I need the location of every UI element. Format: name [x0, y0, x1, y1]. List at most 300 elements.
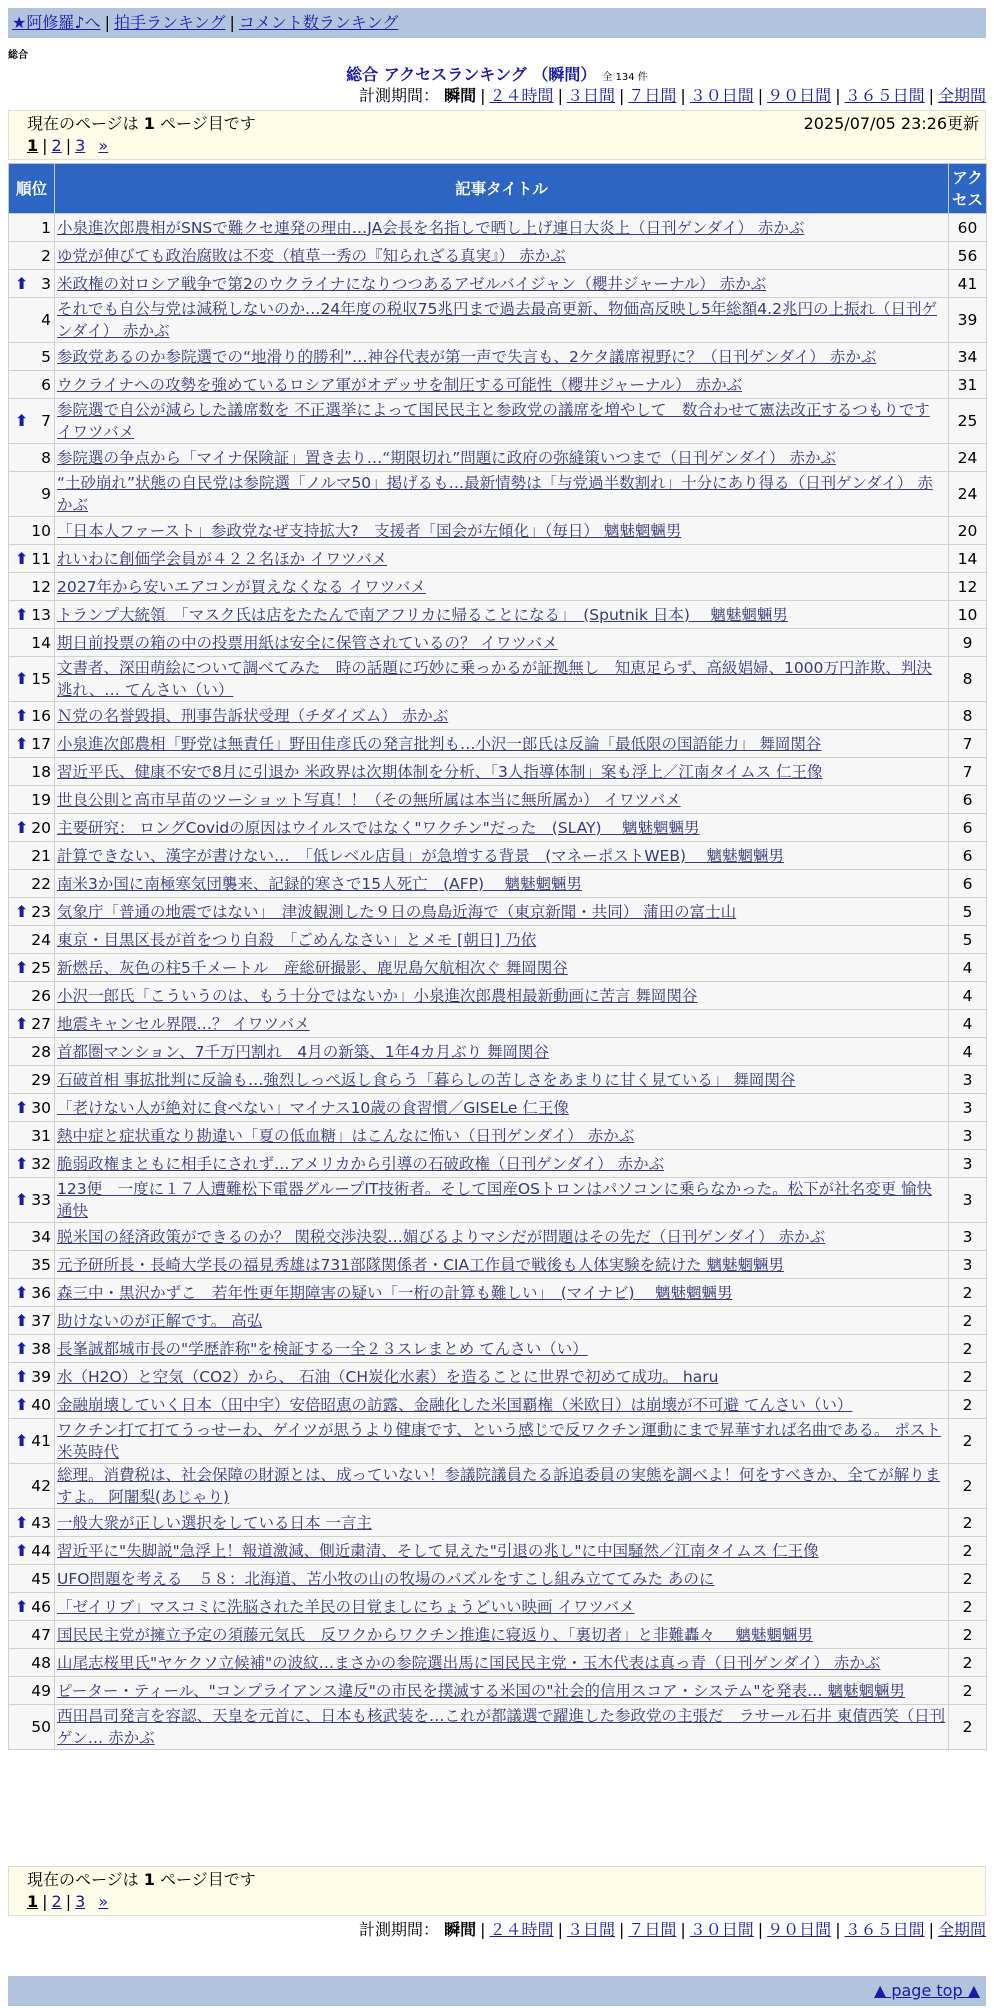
table-row — [9, 1223, 987, 1251]
access-count: 5 — [949, 926, 987, 954]
rank-number: 31 — [31, 1126, 51, 1145]
period-3d[interactable]: ３日間 — [566, 86, 615, 105]
title-cell — [55, 1178, 949, 1223]
table-row — [9, 982, 987, 1010]
rank-cell — [9, 399, 55, 444]
article-link[interactable]: 山尾志桜里氏"ヤケクソ立候補"の波紋…まさかの参院選出馬に国民民主党・玉木代表は真っ青（日刊ゲンダイ） 赤かぶ — [57, 1653, 881, 1672]
page-3-link-bottom[interactable]: 3 — [75, 1892, 86, 1911]
access-count: 3 — [949, 1122, 987, 1150]
access-count: 3 — [949, 1178, 987, 1223]
table-row — [9, 870, 987, 898]
access-count: 7 — [949, 758, 987, 786]
title-cell — [55, 444, 949, 472]
access-count: 3 — [949, 1094, 987, 1122]
period-24h[interactable]: ２４時間 — [489, 86, 554, 105]
home-link[interactable]: ★阿修羅♪へ — [12, 13, 101, 32]
article-link[interactable]: 参院選で自公が減らした議席数を 不正選挙によって国民民主と参政党の議席を増やして 数合わせて憲法改正するつもりです イワツバメ — [57, 401, 930, 441]
article-link[interactable]: 脱米国の経済政策ができるのか？ 関税交渉決裂…媚びるよりマシだが問題はその先だ（日刊ゲンダイ） 赤かぶ — [57, 1227, 826, 1246]
title-cell — [55, 982, 949, 1010]
access-count: 31 — [949, 371, 987, 399]
period-7d-bottom[interactable]: ７日間 — [628, 1920, 677, 1939]
rank-cell — [9, 1593, 55, 1621]
rank-cell — [9, 1677, 55, 1705]
rank-number: 20 — [31, 818, 51, 837]
rank-up-arrow-icon: ⬆ — [15, 273, 29, 293]
section-label: 総合 — [8, 50, 28, 61]
table-row — [9, 601, 987, 629]
table-row — [9, 270, 987, 298]
rank-number: 2 — [41, 246, 51, 265]
title-cell — [55, 629, 949, 657]
access-count: 41 — [949, 270, 987, 298]
title-cell — [55, 657, 949, 702]
article-link[interactable]: 2027年から安いエアコンが買えなくなる イワツバメ — [57, 577, 426, 596]
rank-number: 39 — [31, 1367, 51, 1386]
table-row — [9, 399, 987, 444]
rank-number: 28 — [31, 1042, 51, 1061]
table-row — [9, 730, 987, 758]
article-link[interactable]: 首都圏マンション、7千万円割れ 4月の新築、1年4カ月ぶり 舞岡関谷 — [57, 1042, 549, 1061]
rank-number: 35 — [31, 1255, 51, 1274]
page-1-current: 1 — [27, 136, 39, 155]
rank-number: 36 — [31, 1283, 51, 1302]
access-count: 6 — [949, 842, 987, 870]
article-link[interactable]: 熱中症と症状重なり勘違い「夏の低血糖」はこんなに怖い（日刊ゲンダイ） 赤かぶ — [57, 1126, 635, 1145]
article-link[interactable]: “土砂崩れ”状態の自民党は参院選「ノルマ50」掲げるも…最新情勢は「与党過半数割れ」十分にあり得る（日刊ゲンダイ） 赤かぶ — [57, 474, 933, 514]
rank-cell — [9, 926, 55, 954]
article-link[interactable]: 国民民主党が擁立予定の須藤元気氏 反ワクからワクチン推進に寝返り、「裏切者」と非難轟々 魑魅魍魎男 — [57, 1625, 813, 1644]
top-nav — [8, 8, 986, 38]
rank-cell — [9, 371, 55, 399]
article-link[interactable]: 文書者、深田萌絵について調べてみた 時の話題に巧妙に乗っかるが証拠無し 知恵足らず、高級娼婦、1000万円詐欺、判決逃れ、… てんさい（い） — [57, 659, 932, 699]
rank-number: 8 — [41, 448, 51, 467]
article-link[interactable]: 小泉進次郎農相「野党は無責任」野田佳彦氏の発言批判も…小沢一郎氏は反論「最低限の国語能力」 舞岡関谷 — [57, 734, 822, 753]
rank-number: 24 — [31, 930, 51, 949]
access-count: 2 — [949, 1363, 987, 1391]
nav-separator: | — [229, 13, 235, 32]
rank-cell — [9, 1363, 55, 1391]
access-count: 12 — [949, 573, 987, 601]
period-selector-top: 計測期間： 瞬間 | ２４時間 | ３日間 | ７日間 | ３０日間 | ９０日間 | ３６５日間 | 全期間 — [359, 86, 986, 105]
article-link[interactable]: 一般大衆が正しい選択をしている日本 一言主 — [57, 1513, 372, 1532]
rank-up-arrow-icon: ⬆ — [15, 1431, 29, 1450]
article-link[interactable]: 世良公則と高市早苗のツーショット写真！！（その無所属は本当に無所属か） イワツバメ — [57, 790, 681, 809]
article-link[interactable]: ピーター・ティール、"コンプライアンス違反"の市民を撲滅する米国の"社会的信用スコア・システム"を発表… 魑魅魍魎男 — [57, 1681, 905, 1700]
table-row — [9, 573, 987, 601]
rank-number: 43 — [31, 1513, 51, 1532]
title-cell — [55, 1279, 949, 1307]
access-count: 4 — [949, 1010, 987, 1038]
rank-up-arrow-icon: ⬆ — [15, 1338, 29, 1358]
title-cell — [55, 517, 949, 545]
rank-up-arrow-icon: ⬆ — [15, 1013, 29, 1033]
title-cell — [55, 371, 949, 399]
access-count: 34 — [949, 343, 987, 371]
title-cell — [55, 343, 949, 371]
rank-up-arrow-icon: ⬆ — [15, 548, 29, 568]
updated-time: 2025/07/05 23:26更新 — [803, 114, 979, 133]
rank-cell — [9, 270, 55, 298]
rank-up-arrow-icon: ⬆ — [15, 1512, 29, 1532]
title-cell — [55, 758, 949, 786]
access-count: 2 — [949, 1537, 987, 1565]
table-row — [9, 1649, 987, 1677]
rank-cell — [9, 242, 55, 270]
article-link[interactable]: 米政権の対ロシア戦争で第2のウクライナになりつつあるアゼルバイジャン（櫻井ジャーナル） 赤かぶ — [57, 274, 767, 293]
rank-cell — [9, 1621, 55, 1649]
period-365d-bottom[interactable]: ３６５日間 — [844, 1920, 925, 1939]
access-count: 7 — [949, 730, 987, 758]
rank-up-arrow-icon: ⬆ — [15, 1190, 29, 1209]
rank-cell — [9, 1509, 55, 1537]
rank-number: 16 — [31, 706, 51, 725]
ranking-body — [9, 214, 987, 1750]
rank-header: 順位 — [9, 164, 55, 214]
rank-number: 21 — [31, 846, 51, 865]
table-row — [9, 629, 987, 657]
access-count: 14 — [949, 545, 987, 573]
rank-up-arrow-icon: ⬆ — [15, 604, 29, 624]
table-row — [9, 786, 987, 814]
table-row — [9, 517, 987, 545]
title-cell — [55, 1010, 949, 1038]
rank-cell — [9, 1122, 55, 1150]
rank-cell — [9, 298, 55, 343]
title-cell — [55, 1621, 949, 1649]
article-link[interactable]: 小泉進次郎農相がSNSで難クセ連発の理由…JA会長を名指しで晒し上げ連日大炎上（日刊ゲンダイ） 赤かぶ — [57, 218, 805, 237]
access-count: 20 — [949, 517, 987, 545]
period-selector-bottom: 計測期間： 瞬間 | ２４時間 | ３日間 | ７日間 | ３０日間 | ９０日間 | ３６５日間 | 全期間 — [359, 1920, 986, 1939]
article-link[interactable]: ゆ党が伸びても政治腐敗は不変（植草一秀の『知られざる真実』） 赤かぶ — [57, 246, 566, 265]
article-link[interactable]: 「老けない人が絶対に食べない」マイナス10歳の食習慣／GISELe 仁王像 — [57, 1098, 569, 1117]
access-count: 39 — [949, 298, 987, 343]
period-30d[interactable]: ３０日間 — [689, 86, 754, 105]
access-count: 4 — [949, 1038, 987, 1066]
article-link[interactable]: 元予研所長・長崎大学長の福見秀雄は731部隊関係者・CIA工作員で戦後も人体実験を続けた 魑魅魍魎男 — [57, 1255, 785, 1274]
rank-cell — [9, 1649, 55, 1677]
rank-cell — [9, 1150, 55, 1178]
article-link[interactable]: 金融崩壊していく日本（田中宇）安倍昭恵の訪露、金融化した米国覇権（米欧日）は崩壊が不可避 てんさい（い） — [57, 1395, 853, 1414]
access-count: 25 — [949, 399, 987, 444]
access-count: 56 — [949, 242, 987, 270]
article-link[interactable]: 計算できない、漢字が書けない… 「低レベル店員」が急増する背景 (マネーポストWEB) 魑魅魍魎男 — [57, 846, 785, 865]
article-link[interactable]: UFO問題を考える ５８：北海道、苫小牧の山の牧場のパズルをすこし組み立ててみた あのに — [57, 1569, 715, 1588]
article-link[interactable]: 水（H2O）と空気（CO2）から、 石油（CH炭化水素）を造ることに世界で初めて成功。 haru — [57, 1367, 719, 1386]
rank-up-arrow-icon: ⬆ — [15, 411, 29, 430]
title-cell — [55, 1593, 949, 1621]
footer-bar — [8, 1976, 986, 2006]
table-row — [9, 214, 987, 242]
period-label: 計測期間： — [359, 86, 440, 105]
table-row — [9, 1705, 987, 1750]
rank-number: 38 — [31, 1339, 51, 1358]
next-page-link-bottom[interactable]: » — [98, 1892, 109, 1911]
rank-number: 30 — [31, 1098, 51, 1117]
rank-cell — [9, 702, 55, 730]
rank-number: 40 — [31, 1395, 51, 1414]
rank-up-arrow-icon: ⬆ — [15, 1153, 29, 1173]
rank-number: 10 — [31, 521, 51, 540]
rank-cell — [9, 1223, 55, 1251]
table-row — [9, 472, 987, 517]
table-row — [9, 1307, 987, 1335]
article-link[interactable]: 南米3か国に南極寒気団襲来、記録的寒さで15人死亡 (AFP) 魑魅魍魎男 — [57, 874, 582, 893]
period-30d-bottom[interactable]: ３０日間 — [689, 1920, 754, 1939]
rank-number: 32 — [31, 1154, 51, 1173]
rank-number: 15 — [31, 670, 51, 688]
period-current: 瞬間 — [444, 86, 477, 105]
rank-cell — [9, 343, 55, 371]
title-cell — [55, 926, 949, 954]
period-3d-bottom[interactable]: ３日間 — [566, 1920, 615, 1939]
rank-number: 49 — [31, 1681, 51, 1700]
article-link[interactable]: 総理。消費税は、社会保障の財源とは、成っていない！参議院議員たる訴追委員の実態を調べよ！何をすべきか、全てが解りますよ。 阿闍梨(あじゃり) — [57, 1466, 941, 1506]
rank-cell — [9, 1335, 55, 1363]
article-link[interactable]: 助けないのが正解です。 高弘 — [57, 1311, 263, 1330]
rank-cell — [9, 1279, 55, 1307]
rank-cell — [9, 1537, 55, 1565]
rank-cell — [9, 1010, 55, 1038]
period-label-bottom: 計測期間： — [359, 1920, 440, 1939]
rank-cell — [9, 786, 55, 814]
comment-ranking-link[interactable]: コメント数ランキング — [238, 13, 399, 32]
article-link[interactable]: 123便 一度に１７人遭難松下電器グループIT技術者。そして国産OSトロンはパソコンに乗らなかった。松下が社名変更 愉快通快 — [57, 1180, 933, 1220]
ranking-title: 総合 アクセスランキング （瞬間） — [346, 65, 597, 84]
article-link[interactable]: 脆弱政権まともに相手にされず…アメリカから引導の石破政権（日刊ゲンダイ） 赤かぶ — [57, 1154, 665, 1173]
table-row — [9, 1094, 987, 1122]
rank-cell — [9, 954, 55, 982]
article-link[interactable]: 参院選の争点から「マイナ保険証」置き去り…“期限切れ”問題に政府の弥縫策いつまで（日刊ゲンダイ） 赤かぶ — [57, 448, 836, 467]
title-cell — [55, 842, 949, 870]
rank-cell — [9, 545, 55, 573]
access-count: 2 — [949, 1621, 987, 1649]
access-count: 3 — [949, 1223, 987, 1251]
article-link[interactable]: 気象庁「普通の地震ではない」 津波観測した９日の鳥島近海で（東京新聞・共同） 蒲田の富士山 — [57, 902, 737, 921]
rank-cell — [9, 758, 55, 786]
table-row — [9, 926, 987, 954]
table-row — [9, 1509, 987, 1537]
table-row — [9, 1150, 987, 1178]
access-count: 2 — [949, 1593, 987, 1621]
period-current-bottom: 瞬間 — [444, 1920, 477, 1939]
rank-number: 6 — [41, 375, 51, 394]
table-row — [9, 1122, 987, 1150]
rank-number: 1 — [41, 218, 51, 237]
rank-up-arrow-icon: ⬆ — [15, 705, 29, 725]
period-90d-bottom[interactable]: ９０日間 — [767, 1920, 832, 1939]
rank-up-arrow-icon: ⬆ — [15, 1366, 29, 1386]
title-cell — [55, 1251, 949, 1279]
article-link[interactable]: ウクライナへの攻勢を強めているロシア軍がオデッサを制圧する可能性（櫻井ジャーナル） 赤かぶ — [57, 375, 743, 394]
rank-number: 44 — [31, 1541, 51, 1560]
title-cell — [55, 601, 949, 629]
title-cell — [55, 1066, 949, 1094]
title-cell — [55, 545, 949, 573]
page-1-current-bottom: 1 — [27, 1892, 39, 1911]
title-cell — [55, 214, 949, 242]
access-count: 6 — [949, 786, 987, 814]
pager-top: 現在のページは 1 ページ目です 2025/07/05 23:26更新 1 | 2 | 3 » — [8, 110, 986, 160]
rank-number: 50 — [31, 1718, 51, 1736]
title-cell — [55, 1565, 949, 1593]
article-link[interactable]: 小沢一郎氏「こういうのは、もう十分ではないか」小泉進次郎農相最新動画に苦言 舞岡関谷 — [57, 986, 698, 1005]
title-cell — [55, 242, 949, 270]
access-count: 8 — [949, 657, 987, 702]
rank-cell — [9, 870, 55, 898]
access-count: 2 — [949, 1677, 987, 1705]
rank-number: 26 — [31, 986, 51, 1005]
page-title — [0, 62, 994, 85]
rank-number: 29 — [31, 1070, 51, 1089]
rank-cell — [9, 1705, 55, 1750]
article-link[interactable]: Ｎ党の名誉毀損、刑事告訴状受理（チダイズム） 赤かぶ — [57, 706, 449, 725]
rank-cell — [9, 517, 55, 545]
table-row — [9, 371, 987, 399]
rank-number: 12 — [31, 577, 51, 596]
access-count: 2 — [949, 1335, 987, 1363]
access-count: 2 — [949, 1464, 987, 1509]
table-row — [9, 1363, 987, 1391]
rank-number: 33 — [31, 1191, 51, 1209]
rank-up-arrow-icon: ⬆ — [15, 669, 29, 688]
table-row — [9, 1038, 987, 1066]
title-cell — [55, 1363, 949, 1391]
article-link[interactable]: 西田昌司発言を容認、天皇を元首に、日本も核武装を…これが都議選で躍進した参政党の主張だ ラサール石井 東債西笑（日刊ゲン… 赤かぶ — [57, 1707, 946, 1747]
title-cell — [55, 1464, 949, 1509]
table-row — [9, 1335, 987, 1363]
access-count: 2 — [949, 1565, 987, 1593]
title-cell — [55, 1094, 949, 1122]
period-all-bottom[interactable]: 全期間 — [937, 1920, 986, 1939]
article-link[interactable]: 長峯誠都城市長の"学歴詐称"を検証する一全２３スレまとめ てんさい（い） — [57, 1339, 588, 1358]
title-cell — [55, 270, 949, 298]
article-link[interactable]: 主要研究： ロングCovidの原因はウイルスではなく"ワクチン"だった (SLAY) 魑魅魍魎男 — [57, 818, 700, 837]
rank-cell — [9, 1419, 55, 1464]
rank-up-arrow-icon: ⬆ — [15, 1394, 29, 1414]
article-link[interactable]: 石破首相 事拡批判に反論も…強烈しっぺ返し食らう「暮らしの苦しさをあまりに甘く見ている」 舞岡関谷 — [57, 1070, 796, 1089]
page-top-link[interactable]: ▲ page top ▲ — [873, 1981, 980, 2000]
rank-number: 41 — [31, 1432, 51, 1450]
title-cell — [55, 1705, 949, 1750]
rank-up-arrow-icon: ⬆ — [15, 957, 29, 977]
title-cell — [55, 786, 949, 814]
rank-cell — [9, 1178, 55, 1223]
access-count: 2 — [949, 1509, 987, 1537]
rank-cell — [9, 1307, 55, 1335]
access-count: 9 — [949, 629, 987, 657]
table-row — [9, 1593, 987, 1621]
period-90d[interactable]: ９０日間 — [767, 86, 832, 105]
period-365d[interactable]: ３６５日間 — [844, 86, 925, 105]
access-count: 2 — [949, 1649, 987, 1677]
title-cell — [55, 1649, 949, 1677]
article-link[interactable]: れいわに創価学会員が４２２名ほか イワツバメ — [57, 549, 388, 568]
rank-up-arrow-icon: ⬆ — [15, 1097, 29, 1117]
access-count: 24 — [949, 444, 987, 472]
pager-bottom: 現在のページは 1 ページ目です 1 | 2 | 3 » — [8, 1866, 986, 1916]
rank-number: 25 — [31, 958, 51, 977]
total-count: 全 134 件 — [602, 72, 648, 83]
period-24h-bottom[interactable]: ２４時間 — [489, 1920, 554, 1939]
access-count: 2 — [949, 1279, 987, 1307]
rank-cell — [9, 472, 55, 517]
article-link[interactable]: それでも自公与党は減税しないのか…24年度の税収75兆円まで過去最高更新、物価高反映し5年総額4.2兆円の上振れ（日刊ゲンダイ） 赤かぶ — [57, 300, 937, 340]
rank-number: 47 — [31, 1625, 51, 1644]
access-count: 24 — [949, 472, 987, 517]
rank-number: 23 — [31, 902, 51, 921]
title-cell — [55, 1335, 949, 1363]
nav-separator: | — [104, 13, 110, 32]
table-row — [9, 1677, 987, 1705]
rank-up-arrow-icon: ⬆ — [15, 817, 29, 837]
page-3-link[interactable]: 3 — [75, 136, 86, 155]
access-count: 60 — [949, 214, 987, 242]
access-count: 4 — [949, 954, 987, 982]
article-link[interactable]: 森三中・黒沢かずこ 若年性更年期障害の疑い「一桁の計算も難しい」 (マイナビ) 魑魅魍魎男 — [57, 1283, 733, 1302]
page-2-link[interactable]: 2 — [51, 136, 62, 155]
rank-number: 22 — [31, 874, 51, 893]
rank-number: 3 — [41, 274, 51, 293]
next-page-link[interactable]: » — [98, 136, 109, 155]
applause-ranking-link[interactable]: 拍手ランキング — [113, 13, 226, 32]
table-row — [9, 702, 987, 730]
table-row — [9, 954, 987, 982]
title-cell — [55, 298, 949, 343]
article-link[interactable]: 期日前投票の箱の中の投票用紙は安全に保管されているの？ イワツバメ — [57, 633, 558, 652]
table-row — [9, 545, 987, 573]
article-link[interactable]: 地震キャンセル界隈…？ イワツバメ — [57, 1014, 310, 1033]
article-link[interactable]: 習近平に"失脚説"急浮上！報道激減、側近粛清、そして見えた"引退の兆し"に中国騒然／江南タイムス 仁王像 — [57, 1541, 819, 1560]
article-link[interactable]: ワクチン打て打てうっせーわ、ゲイツが思うより健康です、という感じで反ワクチン運動にまで昇華すれば名曲である。 ポスト米英時代 — [57, 1421, 941, 1461]
title-cell — [55, 1038, 949, 1066]
rank-up-arrow-icon: ⬆ — [15, 1282, 29, 1302]
rank-cell — [9, 573, 55, 601]
page-2-link-bottom[interactable]: 2 — [51, 1892, 62, 1911]
title-cell — [55, 702, 949, 730]
title-cell — [55, 573, 949, 601]
rank-cell — [9, 1464, 55, 1509]
article-link[interactable]: 「ゼイリブ」マスコミに洗脳された羊民の目覚ましにちょうどいい映画 イワツバメ — [57, 1597, 635, 1616]
table-row — [9, 814, 987, 842]
article-link[interactable]: 参政党あるのか参院選での“地滑り的勝利”…神谷代表が第一声で失言も、2ケタ議席視野に？（日刊ゲンダイ） 赤かぶ — [57, 347, 877, 366]
rank-cell — [9, 444, 55, 472]
article-link[interactable]: 東京・目黒区長が首をつり自殺 「ごめんなさい」とメモ [朝日] 乃依 — [57, 930, 537, 949]
access-count: 2 — [949, 1307, 987, 1335]
title-cell — [55, 954, 949, 982]
article-link[interactable]: 新燃岳、灰色の柱5千メートル 産総研撮影、鹿児島欠航相次ぐ 舞岡関谷 — [57, 958, 568, 977]
period-all[interactable]: 全期間 — [937, 86, 986, 105]
rank-number: 34 — [31, 1227, 51, 1246]
article-link[interactable]: 「日本人ファースト」参政党なぜ支持拡大? 支援者「国会が左傾化」（毎日） 魑魅魍魎男 — [57, 521, 682, 540]
title-cell — [55, 1150, 949, 1178]
rank-cell — [9, 1038, 55, 1066]
rank-up-arrow-icon: ⬆ — [15, 733, 29, 753]
title-header: 記事タイトル — [55, 164, 949, 214]
rank-number: 11 — [31, 549, 51, 568]
title-cell — [55, 1509, 949, 1537]
period-7d[interactable]: ７日間 — [628, 86, 677, 105]
title-cell — [55, 1419, 949, 1464]
table-row — [9, 842, 987, 870]
article-link[interactable]: 習近平氏、健康不安で8月に引退か 米政界は次期体制を分析、「3人指導体制」案も浮上／江南タイムス 仁王像 — [57, 762, 823, 781]
rank-number: 19 — [31, 790, 51, 809]
table-row — [9, 1251, 987, 1279]
table-row — [9, 1419, 987, 1464]
title-cell — [55, 472, 949, 517]
title-cell — [55, 1537, 949, 1565]
article-link[interactable]: トランプ大統領 「マスク氏は店をたたんで南アフリカに帰ることになる」 (Sputnik 日本) 魑魅魍魎男 — [57, 605, 788, 624]
access-count: 6 — [949, 870, 987, 898]
